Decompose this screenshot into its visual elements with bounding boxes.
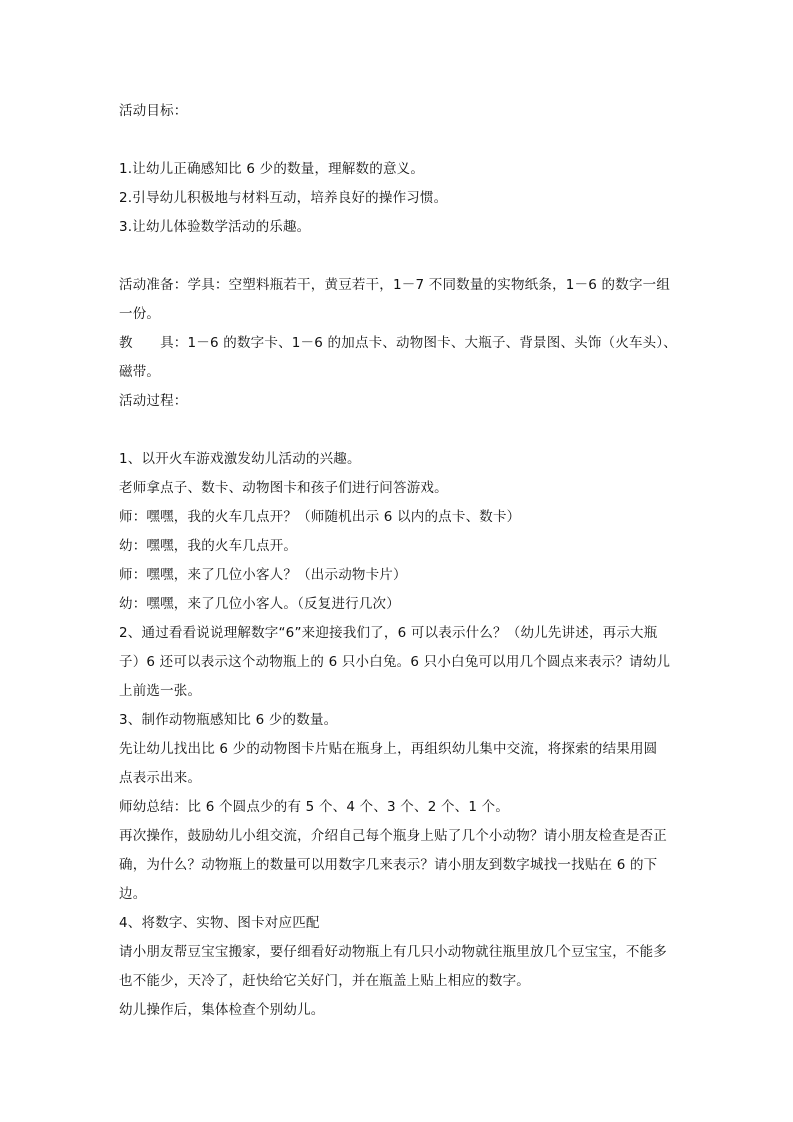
process-line: 确，为什么？动物瓶上的数量可以用数字几来表示？请小朋友到数字城找一找贴在 6 的下 xyxy=(119,857,658,873)
preparation-line: 一份。 xyxy=(119,306,161,322)
goal-item: 2.引导幼儿积极地与材料互动，培养良好的操作习惯。 xyxy=(119,190,448,206)
process-line: 也不能少，天冷了，赶快给它关好门，并在瓶盖上贴上相应的数字。 xyxy=(119,973,530,989)
process-line: 点表示出来。 xyxy=(119,770,202,786)
process-line: 3、制作动物瓶感知比 6 少的数量。 xyxy=(119,712,338,728)
goal-item: 3.让幼儿体验数学活动的乐趣。 xyxy=(119,219,311,235)
process-heading: 活动过程： xyxy=(119,393,188,409)
process-line: 老师拿点子、数卡、动物图卡和孩子们进行问答游戏。 xyxy=(119,480,448,496)
goals-heading: 活动目标： xyxy=(119,103,188,119)
process-line: 师幼总结：比 6 个圆点少的有 5 个、4 个、3 个、2 个、1 个。 xyxy=(119,799,510,815)
process-line: 2、通过看看说说理解数字“6”来迎接我们了，6 可以表示什么？（幼儿先讲述，再示大瓶 xyxy=(119,625,658,641)
process-line: 子）6 还可以表示这个动物瓶上的 6 只小白兔。6 只小白兔可以用几个圆点来表示？请幼儿 xyxy=(119,654,671,670)
preparation-line: 活动准备：学具：空塑料瓶若干，黄豆若干，1－7 不同数量的实物纸条，1－6 的数字一组 xyxy=(119,277,671,293)
goal-item: 1.让幼儿正确感知比 6 少的数量，理解数的意义。 xyxy=(119,161,425,177)
process-line: 幼：嘿嘿，来了几位小客人。（反复进行几次） xyxy=(119,596,400,612)
process-line: 幼儿操作后，集体检查个别幼儿。 xyxy=(119,1002,325,1018)
process-line: 再次操作，鼓励幼儿小组交流，介绍自己每个瓶身上贴了几个小动物？请小朋友检查是否正 xyxy=(119,828,667,844)
process-line: 1、以开火车游戏激发幼儿活动的兴趣。 xyxy=(119,451,361,467)
process-line: 先让幼儿找出比 6 少的动物图卡片贴在瓶身上，再组织幼儿集中交流，将探索的结果用圆 xyxy=(119,741,658,757)
blank-line xyxy=(119,126,679,155)
blank-line xyxy=(119,416,679,445)
document-body xyxy=(119,97,679,1025)
process-line: 4、将数字、实物、图卡对应匹配 xyxy=(119,915,320,931)
process-line: 幼：嘿嘿，我的火车几点开。 xyxy=(119,538,298,554)
process-line: 师：嘿嘿，来了几位小客人？（出示动物卡片） xyxy=(119,567,407,583)
process-line: 上前选一张。 xyxy=(119,683,202,699)
process-line: 师：嘿嘿，我的火车几点开？（师随机出示 6 以内的点卡、数卡） xyxy=(119,509,521,525)
process-line: 请小朋友帮豆宝宝搬家，要仔细看好动物瓶上有几只小动物就往瓶里放几个豆宝宝，不能多 xyxy=(119,944,667,960)
teaching-aids-line: 磁带。 xyxy=(119,364,161,380)
process-line: 边。 xyxy=(119,886,147,902)
teaching-aids-line: 教 具：1－6 的数字卡、1－6 的加点卡、动物图卡、大瓶子、背景图、头饰（火车头）、 xyxy=(119,335,677,351)
blank-line xyxy=(119,242,679,271)
